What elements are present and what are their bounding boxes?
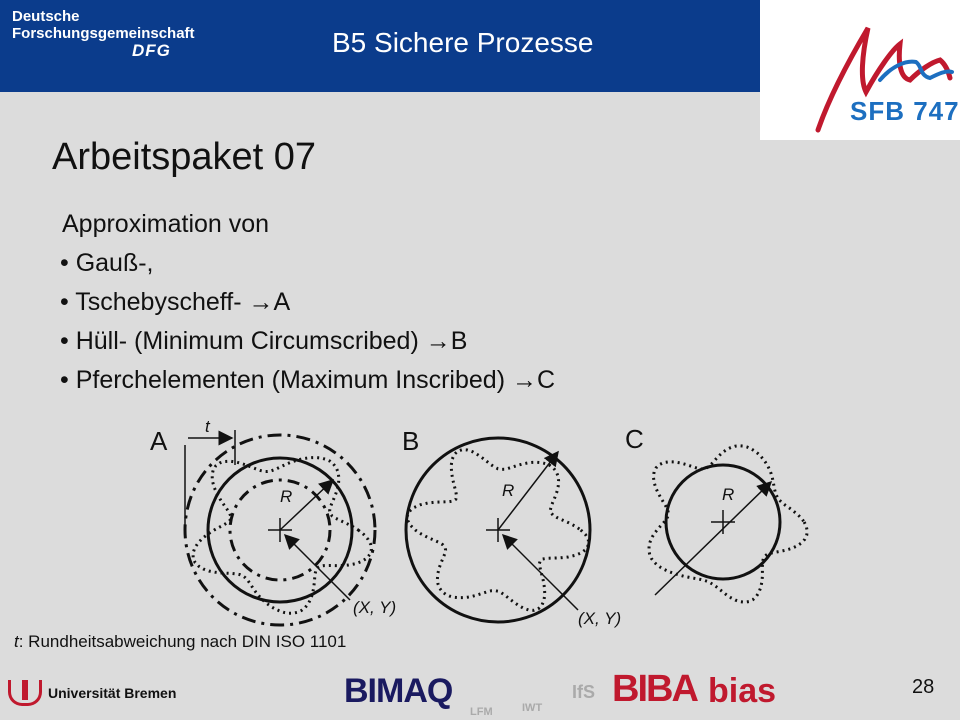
sfb-logo: [760, 0, 960, 140]
university-mark-icon: [8, 680, 42, 706]
footnote: [14, 632, 346, 652]
label-r-b: R: [502, 481, 515, 500]
ifs-logo: IfS: [572, 682, 596, 702]
slide-content: [60, 205, 555, 400]
bullet-tschebyscheff: • Tschebyscheff- →A: [60, 283, 555, 322]
diagram-a-profile: [193, 458, 371, 614]
bias-logo: bias: [708, 672, 777, 710]
dfg-abbr: DFG: [132, 41, 171, 60]
dfg-line1: Deutsche: [12, 8, 80, 25]
bullet-gauss: • Gauß-,: [60, 244, 555, 283]
university-name: Universität Bremen: [48, 685, 177, 701]
footnote-symbol: t: [14, 632, 19, 651]
label-r-c: R: [722, 485, 735, 504]
dfg-line2: Forschungsgemeinschaft: [12, 25, 195, 42]
bimaq-logo-a: BI: [344, 672, 376, 710]
header-title: B5 Sichere Prozesse: [332, 27, 594, 58]
sfb-logo-text: SFB 747: [850, 96, 960, 126]
bullet-huell: • Hüll- (Minimum Circumscribed) →B: [60, 322, 555, 361]
lfm-logo: LFM: [470, 706, 493, 718]
bimaq-logo-b: MAQ: [376, 672, 453, 710]
intro-text: Approximation von: [62, 210, 270, 238]
footer-logos: [0, 662, 960, 720]
biba-logo: BIBA: [612, 668, 697, 710]
bullet-pferchelementen: • Pferchelementen (Maximum Inscribed) →C: [60, 361, 555, 400]
iwt-logo: IWT: [522, 702, 543, 714]
diagram-c: [625, 424, 807, 602]
diagram-a: [150, 417, 396, 625]
label-r-a: R: [280, 487, 293, 506]
roundness-diagram: [130, 410, 830, 630]
label-center-a: (X, Y): [353, 598, 397, 617]
page-title: Arbeitspaket 07: [52, 136, 317, 178]
label-t: t: [205, 417, 210, 436]
dfg-logo: [12, 8, 195, 59]
label-a: A: [150, 426, 168, 456]
page-number: 28: [912, 676, 935, 698]
diagram-b: [402, 426, 621, 628]
footnote-text: : Rundheitsabweichung nach DIN ISO 1101: [18, 632, 347, 651]
label-c: C: [625, 424, 644, 454]
bimaq-logo: [344, 672, 452, 711]
label-center-b: (X, Y): [578, 609, 622, 628]
university-logo: [8, 680, 176, 706]
label-b: B: [402, 426, 420, 456]
